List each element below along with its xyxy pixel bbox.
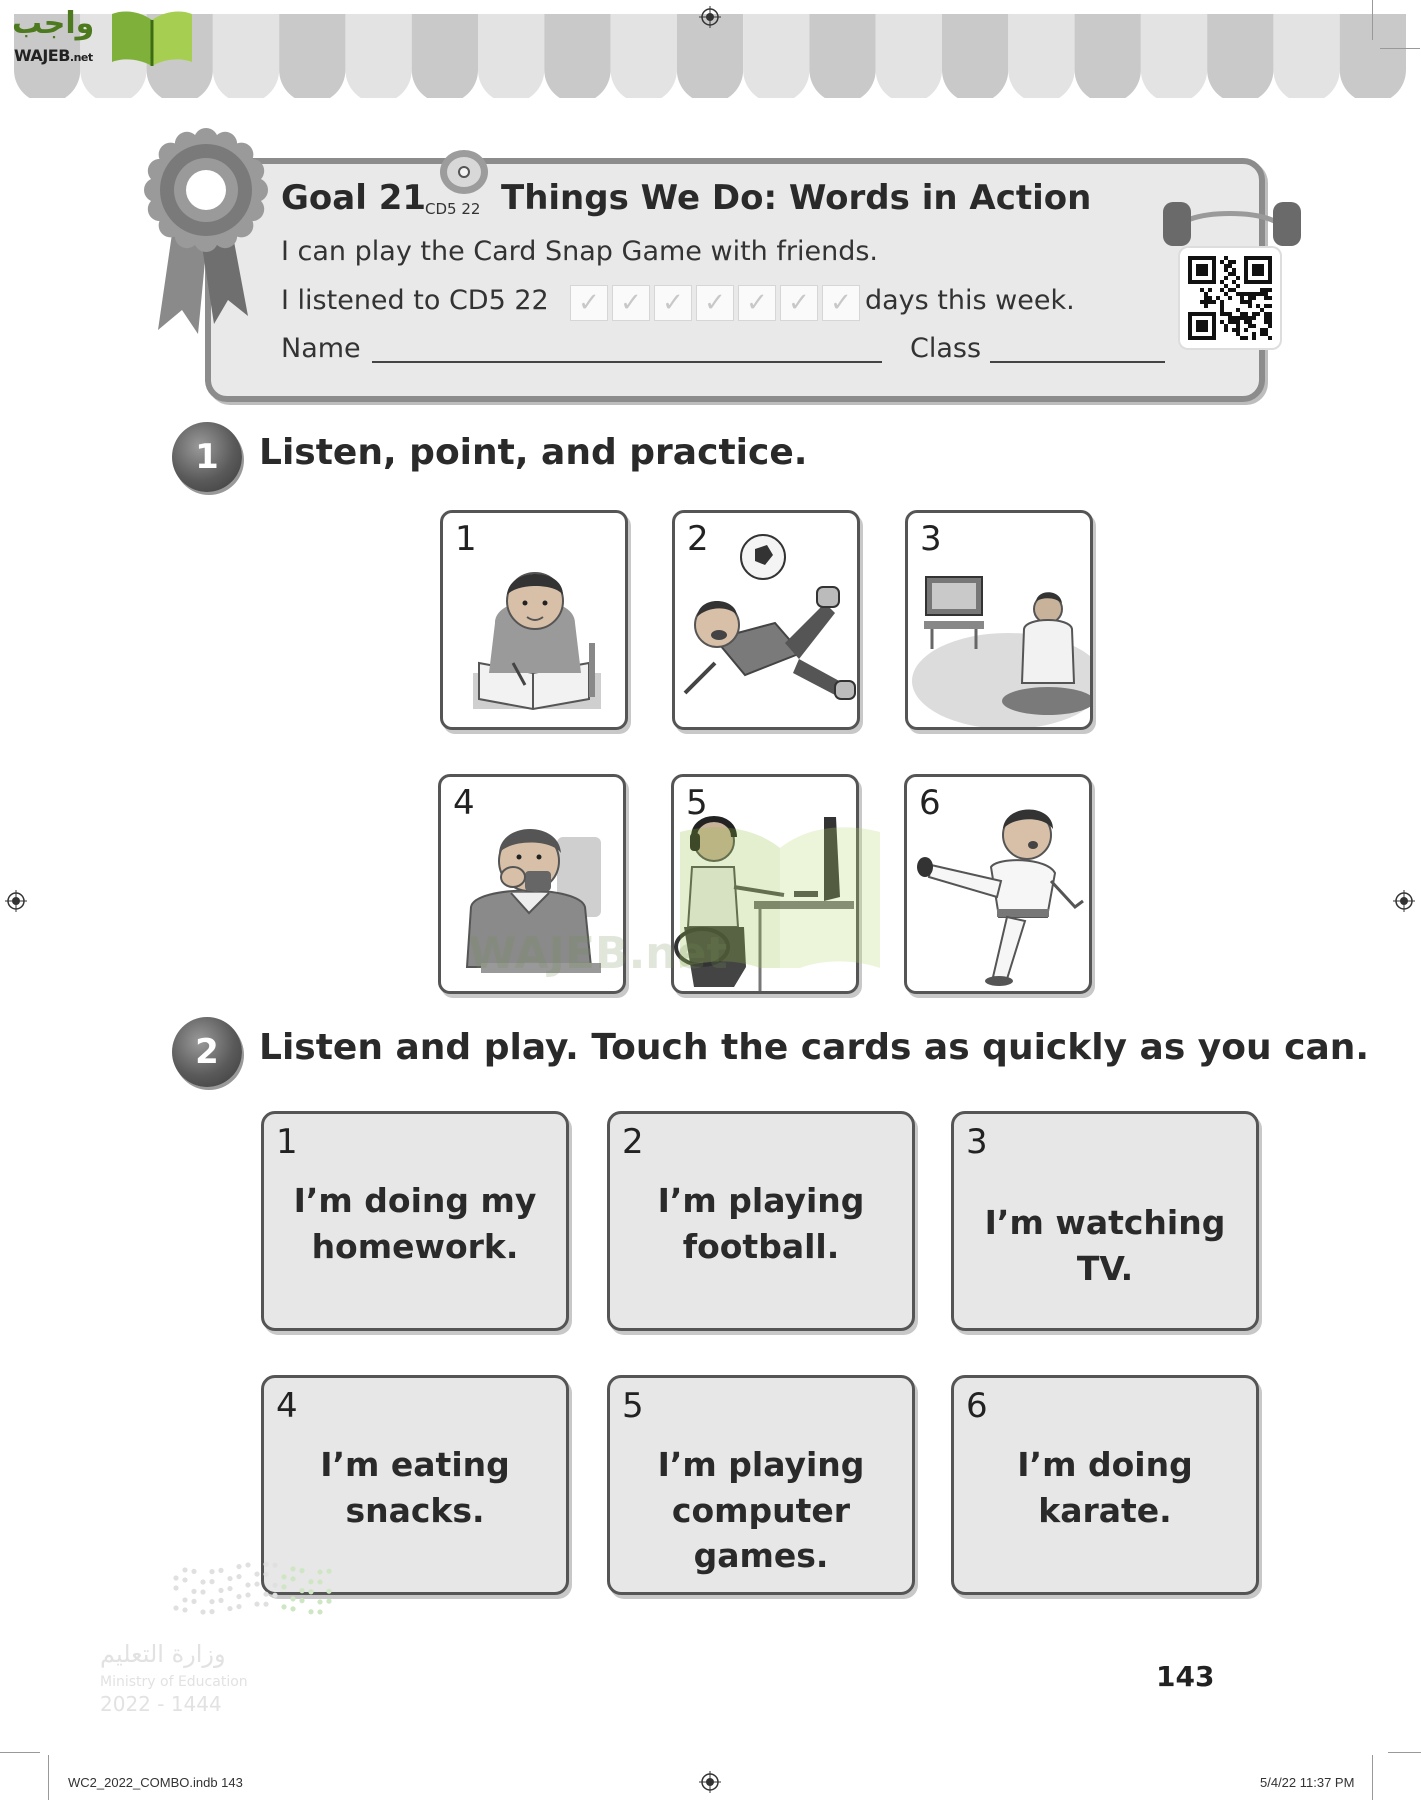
- ministry-watermark: [100, 1560, 300, 1720]
- phrase-card[interactable]: [261, 1111, 569, 1331]
- day-checkbox[interactable]: ✓: [780, 285, 818, 321]
- day-checkbox[interactable]: ✓: [570, 285, 608, 321]
- card-number: 3: [966, 1122, 988, 1162]
- wajeb-logo: [8, 6, 198, 68]
- section-1-title: Listen, point, and practice.: [259, 432, 808, 473]
- card-number: 1: [276, 1122, 298, 1162]
- registration-mark-icon: [1393, 890, 1415, 912]
- logo-arabic: واجب: [12, 6, 95, 41]
- watermark-text: WAJEB.net: [468, 928, 728, 979]
- day-checkbox[interactable]: ✓: [696, 285, 734, 321]
- phrase-card[interactable]: [951, 1111, 1259, 1331]
- picture-card[interactable]: [672, 510, 860, 730]
- phrase-text: I’m watching TV.: [984, 1203, 1226, 1288]
- card-number: 5: [622, 1386, 644, 1426]
- card-number: 4: [276, 1386, 298, 1426]
- phrase-text: I’m eating snacks.: [320, 1445, 510, 1530]
- day-checkbox[interactable]: ✓: [612, 285, 650, 321]
- crop-mark: [1372, 1755, 1373, 1800]
- section-1-badge: 1: [172, 422, 242, 492]
- section-2-badge: 2: [172, 1017, 242, 1087]
- listen-tracker-label: I listened to CD5 22: [281, 285, 549, 316]
- card-number: 2: [687, 519, 709, 559]
- card-number: 4: [453, 783, 475, 823]
- card-number: 1: [455, 519, 477, 559]
- day-checkbox[interactable]: ✓: [738, 285, 776, 321]
- ministry-year: 2022 - 1444: [100, 1692, 222, 1716]
- card-number: 6: [966, 1386, 988, 1426]
- name-label: Name: [281, 333, 361, 364]
- print-slug-date: 5/4/22 11:37 PM: [1260, 1775, 1355, 1790]
- book-icon: [108, 6, 196, 66]
- phrase-text: I’m doing karate.: [1017, 1445, 1193, 1530]
- goal-subtitle: Things We Do: Words in Action: [501, 178, 1092, 218]
- phrase-text: I’m doing my homework.: [293, 1181, 537, 1266]
- listen-day-checkboxes: [570, 285, 860, 321]
- phrase-text: I’m playing computer games.: [657, 1445, 865, 1576]
- crop-mark: [1380, 48, 1420, 49]
- phrase-card[interactable]: [607, 1111, 915, 1331]
- crop-mark: [1388, 1752, 1421, 1753]
- name-input-line[interactable]: [372, 361, 882, 363]
- phrase-text: I’m playing football.: [657, 1181, 865, 1266]
- picture-card[interactable]: [905, 510, 1093, 730]
- class-input-line[interactable]: [990, 361, 1165, 363]
- day-checkbox[interactable]: ✓: [822, 285, 860, 321]
- registration-mark-icon: [699, 6, 721, 28]
- logo-latin: WAJEB.net: [14, 46, 93, 65]
- card-number: 2: [622, 1122, 644, 1162]
- day-checkbox[interactable]: ✓: [654, 285, 692, 321]
- ministry-dots-icon: [170, 1560, 340, 1630]
- phrase-card[interactable]: [951, 1375, 1259, 1595]
- listen-tracker-suffix: days this week.: [865, 285, 1075, 316]
- ministry-arabic: وزارة التعليم: [100, 1640, 226, 1668]
- ministry-english: Ministry of Education: [100, 1674, 248, 1690]
- phrase-card[interactable]: [607, 1375, 915, 1595]
- can-statement: I can play the Card Snap Game with friends.: [281, 236, 878, 267]
- cd-track-label: CD5 22: [425, 200, 481, 218]
- picture-card[interactable]: [440, 510, 628, 730]
- qr-code-icon: [1188, 256, 1272, 340]
- cd-icon: [436, 144, 492, 200]
- card-number: 6: [919, 783, 941, 823]
- card-number: 5: [686, 783, 708, 823]
- goal-title: Goal 21: [281, 178, 427, 218]
- qr-code[interactable]: [1180, 248, 1280, 348]
- section-2-title: Listen and play. Touch the cards as quickly as you can.: [259, 1027, 1370, 1068]
- registration-mark-icon: [5, 890, 27, 912]
- crop-mark: [0, 1752, 40, 1753]
- print-slug-file: WC2_2022_COMBO.indb 143: [68, 1775, 243, 1790]
- class-label: Class: [910, 333, 982, 364]
- page-number: 143: [1156, 1660, 1215, 1693]
- crop-mark: [1372, 0, 1373, 40]
- card-number: 3: [920, 519, 942, 559]
- crop-mark: [48, 1755, 49, 1800]
- registration-mark-icon: [699, 1771, 721, 1793]
- rosette-badge-icon: [138, 120, 268, 350]
